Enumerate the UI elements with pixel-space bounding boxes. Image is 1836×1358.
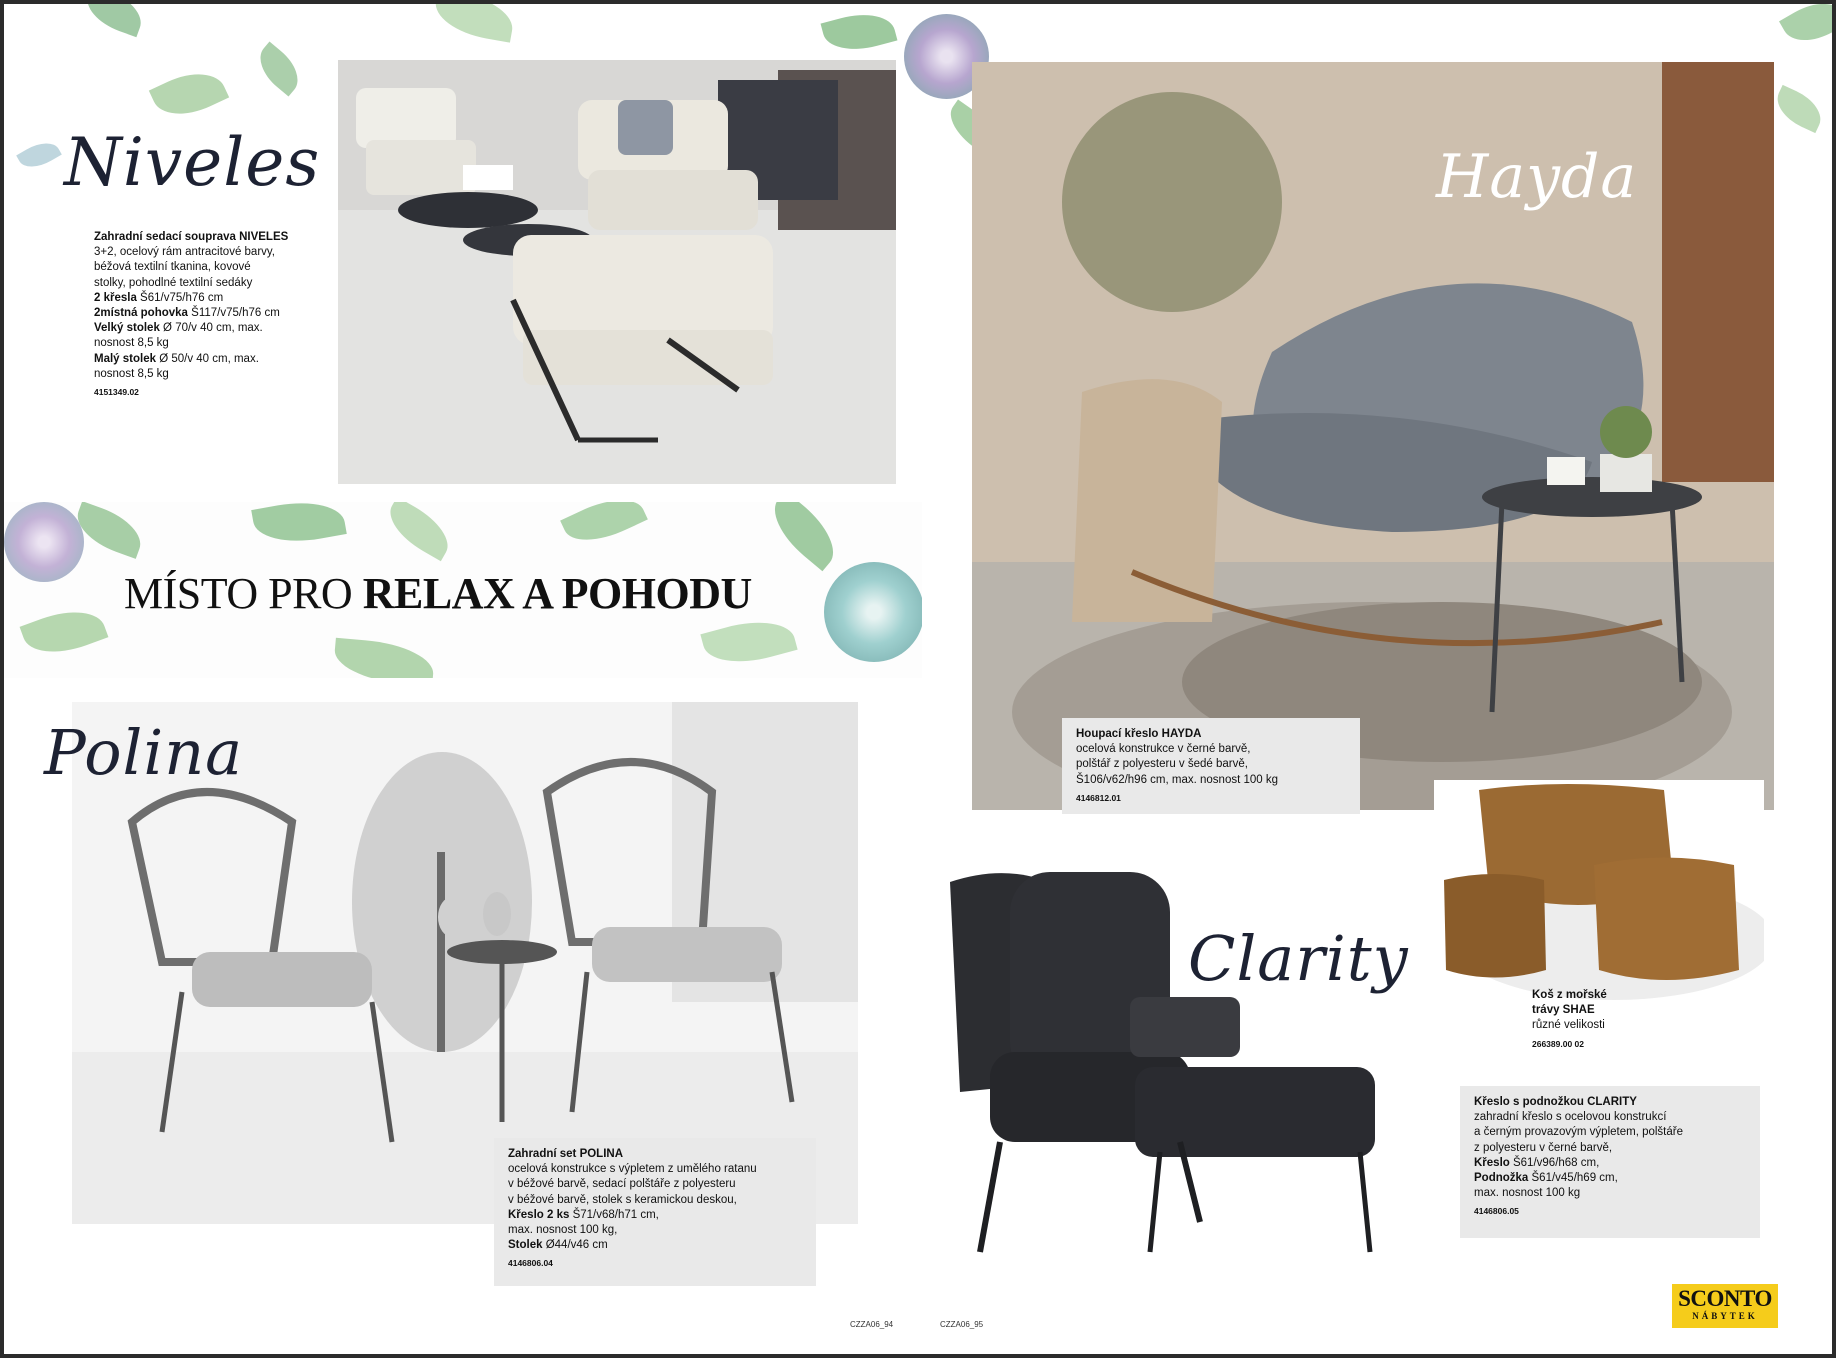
polina-spec: Stolek Ø44/v46 cm: [508, 1239, 608, 1252]
clarity-spec: Křeslo Š61/v96/h68 cm,: [1474, 1156, 1600, 1169]
niveles-line: 3+2, ocelový rám antracitové barvy,: [94, 246, 275, 259]
niveles-heading: Zahradní sedací souprava NIVELES: [94, 231, 289, 243]
niveles-product-code: 4151349.02: [94, 387, 139, 398]
polina-spec: Křeslo 2 ks Š71/v68/h71 cm,: [508, 1208, 659, 1221]
catalog-spread: [4, 4, 1832, 1354]
hayda-heading: Houpací křeslo HAYDA: [1076, 728, 1202, 740]
clarity-product-code: 4146806.05: [1474, 1206, 1519, 1217]
niveles-spec: 2místná pohovka Š117/v75/h76 cm: [94, 307, 280, 320]
relax-banner: [4, 502, 922, 678]
clarity-spec: Podnožka Š61/v45/h69 cm,: [1474, 1172, 1618, 1185]
polina-product-code: 4146806.04: [508, 1258, 553, 1269]
polina-info: [494, 1138, 816, 1286]
hayda-info: [1062, 718, 1360, 814]
clarity-line: zahradní křeslo s ocelovou konstrukcí: [1474, 1111, 1667, 1124]
hayda-product-code: 4146812.01: [1076, 792, 1121, 803]
hayda-line: ocelová konstrukce v černé barvě,: [1076, 743, 1251, 756]
shae-product-code: 266389.00 02: [1532, 1038, 1584, 1049]
shae-line: různé velikosti: [1532, 1019, 1605, 1032]
logo-wordmark: SCONTO: [1678, 1286, 1772, 1311]
niveles-line: béžová textilní tkanina, kovové: [94, 261, 251, 274]
niveles-photo: [338, 60, 896, 484]
niveles-info: [94, 230, 344, 400]
polina-line: ocelová konstrukce s výpletem z umělého ratanu: [508, 1163, 757, 1176]
logo-tagline: NÁBYTEK: [1692, 1311, 1758, 1321]
niveles-line: stolky, pohodlné textilní sedáky: [94, 276, 253, 289]
shae-heading-2: trávy SHAE: [1532, 1004, 1595, 1017]
polina-title: Polina: [44, 716, 244, 789]
clarity-line: a černým provazovým výpletem, polštáře: [1474, 1126, 1683, 1139]
niveles-title: Niveles: [64, 124, 321, 201]
banner-title: [124, 568, 752, 619]
hayda-line: Š106/v62/h96 cm, max. nosnost 100 kg: [1076, 773, 1279, 786]
hayda-line: polštář z polyesteru v šedé barvě,: [1076, 758, 1248, 771]
clarity-info: [1460, 1086, 1760, 1238]
page-number-right: CZZA06_95: [940, 1320, 984, 1329]
niveles-spec: Velký stolek Ø 70/v 40 cm, max.: [94, 322, 263, 335]
polina-line: v béžové barvě, sedací polštáře z polyesteru: [508, 1178, 736, 1191]
hayda-title: Hayda: [1436, 142, 1638, 212]
clarity-title: Clarity: [1188, 922, 1409, 995]
niveles-spec-cont: nosnost 8,5 kg: [94, 367, 169, 380]
clarity-line: z polyesteru v černé barvě,: [1474, 1141, 1613, 1154]
polina-line: max. nosnost 100 kg,: [508, 1224, 618, 1237]
niveles-spec-cont: nosnost 8,5 kg: [94, 337, 169, 350]
banner-title-regular: MÍSTO PRO: [124, 569, 363, 618]
sconto-logo: [1672, 1284, 1778, 1328]
niveles-spec: 2 křesla Š61/v75/h76 cm: [94, 291, 224, 304]
polina-line: v béžové barvě, stolek s keramickou deskou,: [508, 1193, 737, 1206]
niveles-spec: Malý stolek Ø 50/v 40 cm, max.: [94, 352, 259, 365]
polina-heading: Zahradní set POLINA: [508, 1148, 624, 1160]
shae-heading: Koš z mořské: [1532, 989, 1607, 1001]
hayda-photo: [972, 62, 1774, 810]
clarity-heading: Křeslo s podnožkou CLARITY: [1474, 1096, 1637, 1108]
shae-info: [1532, 988, 1672, 1052]
banner-title-bold: RELAX A POHODU: [362, 569, 752, 618]
shae-photo: [1434, 780, 1764, 1010]
clarity-line: max. nosnost 100 kg: [1474, 1187, 1581, 1200]
page-number-left: CZZA06_94: [850, 1320, 894, 1329]
